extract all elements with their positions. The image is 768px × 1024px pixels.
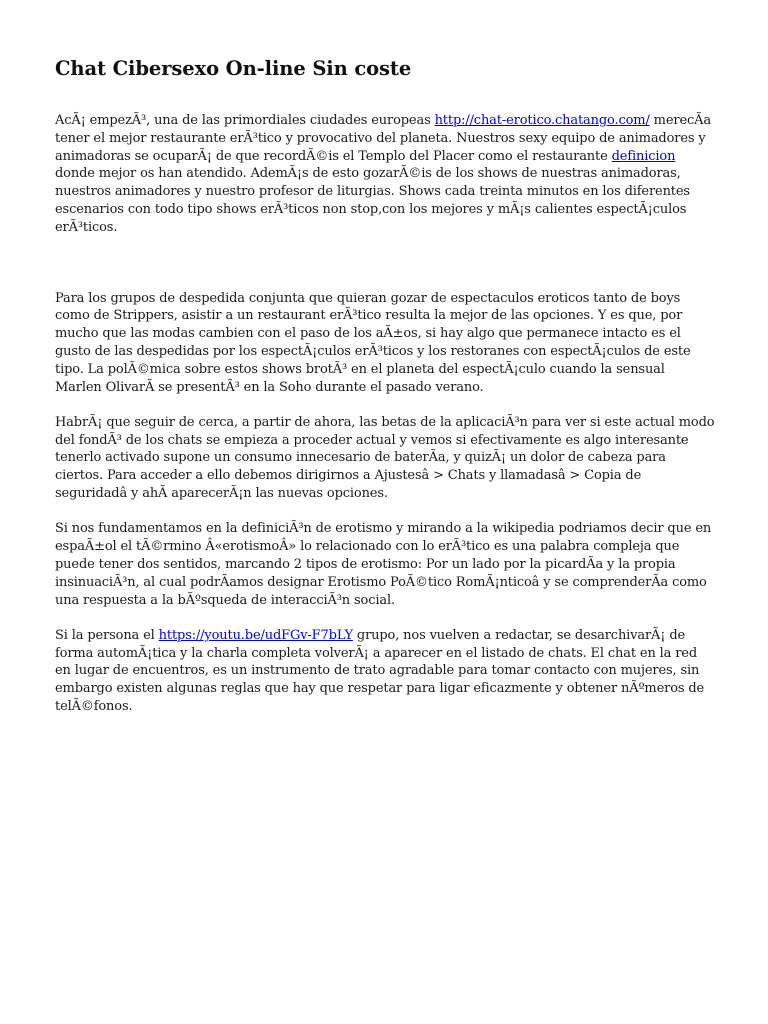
paragraph-5-text-a: Si la persona el xyxy=(55,627,159,643)
paragraph-1 xyxy=(55,112,715,237)
document-page xyxy=(55,56,715,716)
youtube-link[interactable]: https://youtu.be/udFGv-F7bLY xyxy=(158,627,353,643)
document-title: Chat Cibersexo On-line Sin coste xyxy=(55,57,412,80)
paragraph-2: Para los grupos de despedida conjunta que quieran gozar de espectaculos eroticos tanto de boys como de Strippers, asistir a un restaurant erÃ³tico resulta la mejor de las opciones. Y es que, por mucho que las modas cambien con el paso de los aÃ±os, si hay algo que permanece intacto es el gusto de las despedidas por los espectÃ¡culos erÃ³ticos y los restoranes con espectÃ¡culos de este tipo. La polÃ©mica sobre estos shows brotÃ³ en el planeta del espectÃ¡culo cuando la sensual Marlen OlivarÃ se presentÃ³ en la Soho durante el pasado verano. xyxy=(55,290,691,395)
paragraph-1-text-b: merecÃa tener el mejor restaurante erÃ³tico y provocativo del planeta. Nuestros sexy equipo de animadores y animadoras se ocuparÃ¡ de que recordÃ©is el Templo del Placer como el restaurante xyxy=(55,113,711,164)
paragraph-4: Si nos fundamentamos en la definiciÃ³n de erotismo y mirando a la wikipedia podriamos decir que en espaÃ±ol el tÃ©rmino Â«erotismoÂ» lo relacionado con lo erÃ³tico es una palabra compleja que puede tener dos sentidos, marcando 2 tipos de erotismo: Por un lado por la picardÃa y la propia insinuaciÃ³n, al cual podrÃamos designar Erotismo PoÃ©tico RomÃ¡nticoâ y se comprenderÃa como una respuesta a la bÃºsqueda de interacciÃ³n social. xyxy=(55,521,712,608)
paragraph-1-text-c: donde mejor os han atendido. AdemÃ¡s de esto gozarÃ©is de los shows de nuestras animadoras, nuestros animadores y nuestro profesor de liturgias. Shows cada treinta minutos en los diferentes escenarios con todo tipo shows erÃ³ticos non stop,con los mejores y mÃ¡s calientes espectÃ¡culos erÃ³ticos. xyxy=(55,166,690,235)
definicion-link[interactable]: definicion xyxy=(611,148,676,164)
paragraph-1-text-a: AcÃ¡ empezÃ³, una de las primordiales ciudades europeas xyxy=(55,113,435,128)
paragraph-3: HabrÃ¡ que seguir de cerca, a partir de ahora, las betas de la aplicaciÃ³n para ver si este actual modo del fondÃ³ de los chats se empieza a proceder actual y vemos si efectivamente es algo interesante tenerlo activado supone un consumo innecesario de baterÃa, y quizÃ¡ un dolor de cabeza para ciertos. Para acceder a ello debemos dirigirnos a Ajustesâ > Chats y llamadasâ > Copia de seguridadâ y ahÃ aparecerÃ¡n las nuevas opciones. xyxy=(55,414,715,502)
chatango-link[interactable]: http://chat-erotico.chatango.com/ xyxy=(434,113,650,128)
paragraph-5-text-b: grupo, nos vuelven a redactar, se desarchivarÃ¡ de forma automÃ¡tica y la charla completa volverÃ¡ a aparecer en el listado de chats. El chat en la red en lugar de encuentros, es un instrumento de trato agradable para tomar contacto con mujeres, sin embargo existen algunas reglas que hay que respetar para ligar eficazmente y obtener nÃºmeros de telÃ©fonos. xyxy=(55,627,705,715)
paragraph-5 xyxy=(55,627,715,716)
